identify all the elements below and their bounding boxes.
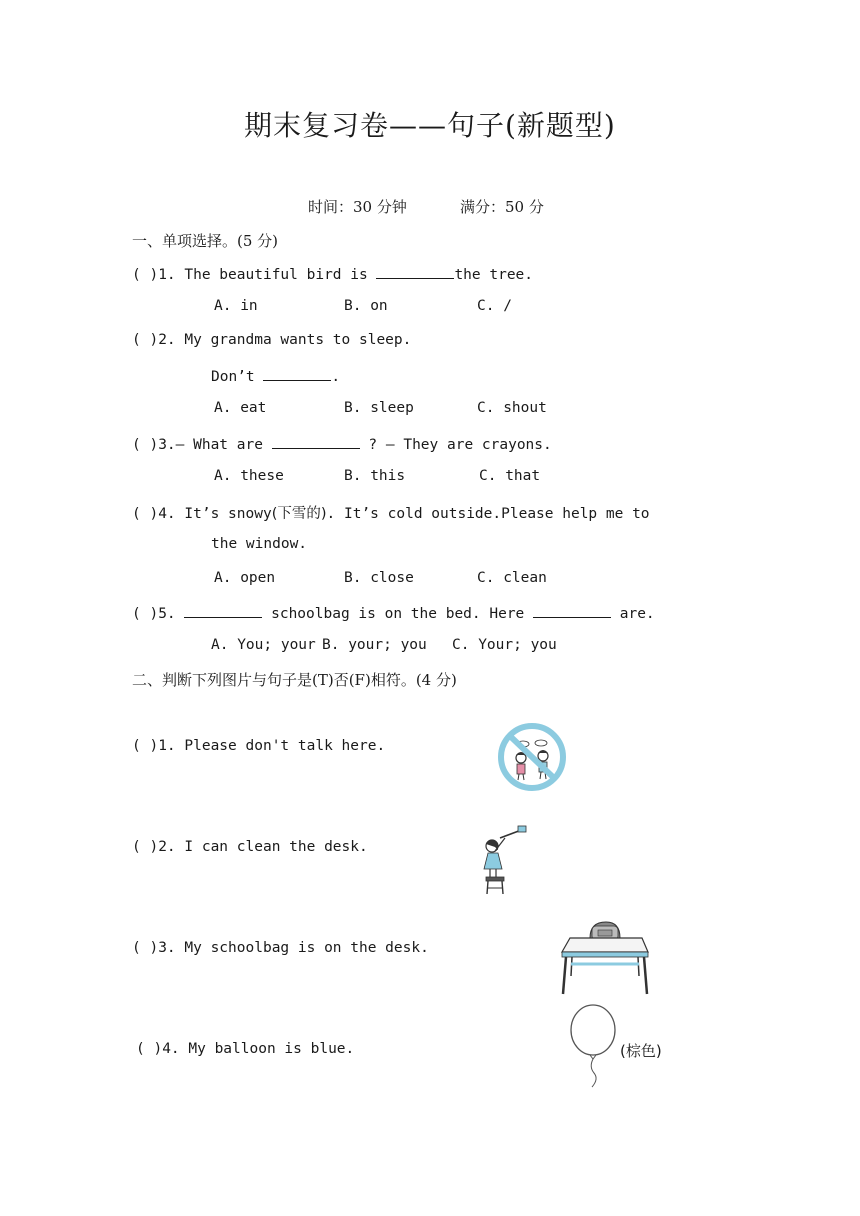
option-a: A. in bbox=[214, 298, 258, 314]
option-c: C. shout bbox=[477, 400, 547, 416]
question-text-post: . bbox=[331, 369, 341, 385]
question-text-pre: Don’t bbox=[211, 369, 264, 385]
question-number: ( )2. bbox=[132, 839, 176, 855]
answer-blank[interactable] bbox=[533, 603, 611, 618]
chinese-gloss: (下雪的) bbox=[271, 506, 327, 522]
judge-item-3 bbox=[132, 940, 429, 956]
question-number: ( )3. bbox=[132, 437, 176, 453]
option-a: A. open bbox=[214, 570, 276, 586]
judge-item-1 bbox=[132, 738, 385, 754]
question-4 bbox=[132, 502, 650, 523]
page-title: 期末复习卷——句子(新题型) bbox=[244, 109, 616, 142]
option-a: A. You; your bbox=[211, 637, 316, 653]
answer-blank[interactable] bbox=[263, 366, 331, 381]
no-talking-sign-icon bbox=[497, 722, 567, 792]
question-2 bbox=[132, 332, 411, 348]
question-number: ( )2. bbox=[132, 332, 176, 348]
answer-blank[interactable] bbox=[184, 603, 262, 618]
question-text-mid: schoolbag is on the bed. Here bbox=[262, 606, 534, 622]
option-a: A. eat bbox=[214, 400, 267, 416]
question-text-post: the tree. bbox=[454, 267, 534, 283]
option-a: A. these bbox=[214, 468, 284, 484]
balloon-icon bbox=[568, 1004, 620, 1090]
question-number: ( )5. bbox=[132, 606, 176, 622]
question-number: ( )4. bbox=[136, 1041, 180, 1057]
option-b: B. sleep bbox=[344, 400, 414, 416]
question-text: My balloon is blue. bbox=[188, 1041, 355, 1057]
option-c: C. / bbox=[477, 298, 512, 314]
option-b: B. close bbox=[344, 570, 414, 586]
question-2-line2 bbox=[211, 366, 340, 385]
question-number: ( )1. bbox=[132, 267, 176, 283]
schoolbag-on-desk-icon bbox=[558, 920, 654, 996]
question-text-post: are. bbox=[611, 606, 655, 622]
section2-heading: 二、判断下列图片与句子是(T)否(F)相符。(4 分) bbox=[132, 671, 457, 689]
question-text-post: ? — They are crayons. bbox=[359, 437, 552, 453]
question-3 bbox=[132, 434, 552, 453]
question-text: My grandma wants to sleep. bbox=[184, 332, 412, 348]
girl-cleaning-icon bbox=[478, 826, 530, 896]
option-b: B. on bbox=[344, 298, 388, 314]
question-5 bbox=[132, 603, 655, 622]
question-text: I can clean the desk. bbox=[184, 839, 368, 855]
question-text: My schoolbag is on the desk. bbox=[184, 940, 429, 956]
time-label: 时间：30 分钟 bbox=[308, 198, 407, 216]
question-text-pre: It’s snowy bbox=[184, 506, 272, 522]
option-c: C. that bbox=[479, 468, 541, 484]
option-c: C. Your; you bbox=[452, 637, 557, 653]
option-b: B. your; you bbox=[322, 637, 427, 653]
question-text-post: . It’s cold outside.Please help me to bbox=[326, 506, 650, 522]
answer-blank[interactable] bbox=[376, 264, 454, 279]
section1-heading: 一、单项选择。(5 分) bbox=[132, 232, 279, 250]
option-b: B. this bbox=[344, 468, 406, 484]
question-number: ( )3. bbox=[132, 940, 176, 956]
option-c: C. clean bbox=[477, 570, 547, 586]
judge-item-4 bbox=[136, 1041, 354, 1057]
judge-item-2 bbox=[132, 839, 368, 855]
answer-blank[interactable] bbox=[272, 434, 360, 449]
question-text-pre: The beautiful bird is bbox=[184, 267, 377, 283]
question-text: Please don't talk here. bbox=[184, 738, 386, 754]
question-number: ( )4. bbox=[132, 506, 176, 522]
question-number: ( )1. bbox=[132, 738, 176, 754]
score-label: 满分：50 分 bbox=[460, 198, 544, 216]
question-1 bbox=[132, 264, 533, 283]
balloon-color-note: (棕色) bbox=[620, 1042, 662, 1060]
question-text-pre: — What are bbox=[175, 437, 272, 453]
question-4-line2: the window. bbox=[211, 536, 308, 552]
